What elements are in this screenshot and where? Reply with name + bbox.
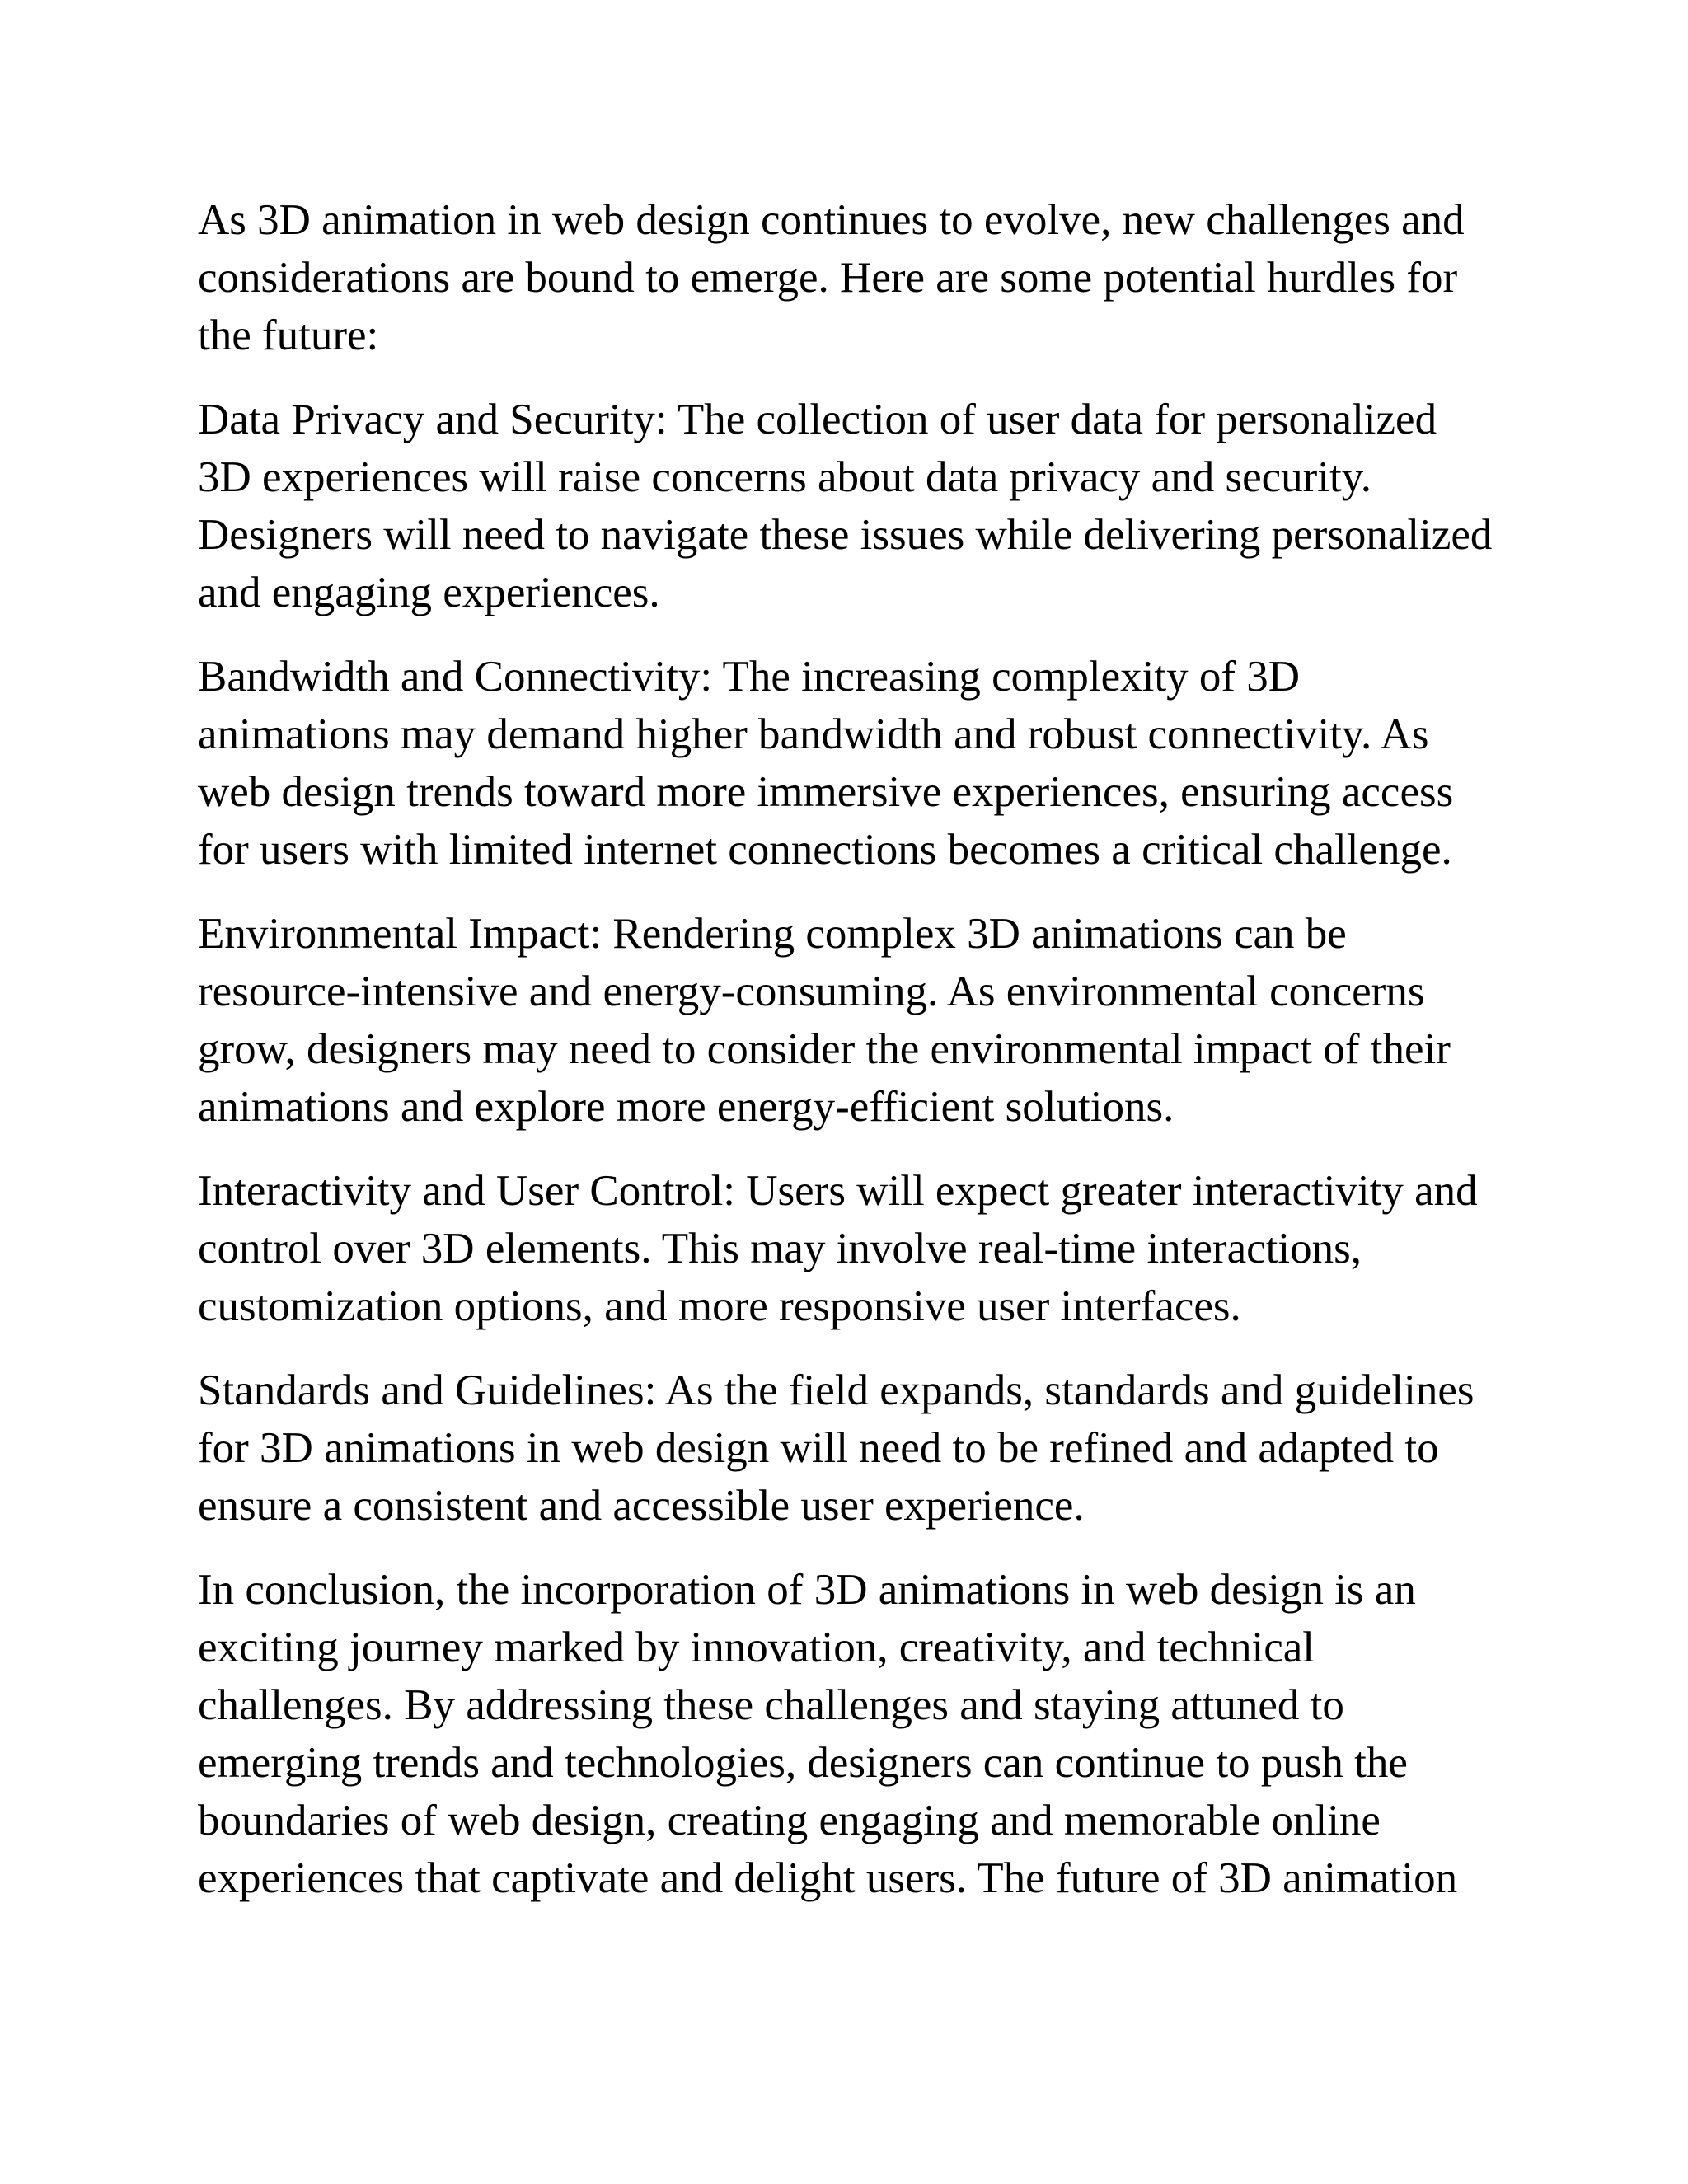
paragraph-bandwidth: Bandwidth and Connectivity: The increasing complexity of 3D animations may demand higher bandwidth and robust connectivity. As web design trends toward more immersive experiences, ensuring access for users with limited internet connections becomes a critical challenge. <box>198 653 1454 874</box>
document-body <box>198 191 1500 1933</box>
paragraph-intro: As 3D animation in web design continues to evolve, new challenges and considerations are bound to emerge. Here are some potential hurdles for the future: <box>198 196 1465 359</box>
paragraph-data-privacy: Data Privacy and Security: The collection of user data for personalized 3D experiences will raise concerns about data privacy and security. Designers will need to navigate these issues while delivering personalized and engaging experiences. <box>198 396 1493 616</box>
paragraph-standards: Standards and Guidelines: As the field expands, standards and guidelines for 3D animations in web design will need to be refined and adapted to ensure a consistent and accessible user experience. <box>198 1366 1475 1530</box>
paragraph-conclusion: In conclusion, the incorporation of 3D animations in web design is an exciting journey marked by innovation, creativity, and technical challenges. By addressing these challenges and staying attuned to emerging trends and technologies, designers can continue to push the boundaries of web design, creating engaging and memorable online experiences that captivate and delight users. The future of 3D animation <box>198 1566 1458 1902</box>
paragraph-interactivity: Interactivity and User Control: Users will expect greater interactivity and control over 3D elements. This may involve real-time interactions, customization options, and more responsive user interfaces. <box>198 1167 1478 1330</box>
paragraph-environmental-impact: Environmental Impact: Rendering complex 3D animations can be resource-intensive and energy-consuming. As environmental concerns grow, designers may need to consider the environmental impact of their animations and explore more energy-efficient solutions. <box>198 910 1451 1131</box>
